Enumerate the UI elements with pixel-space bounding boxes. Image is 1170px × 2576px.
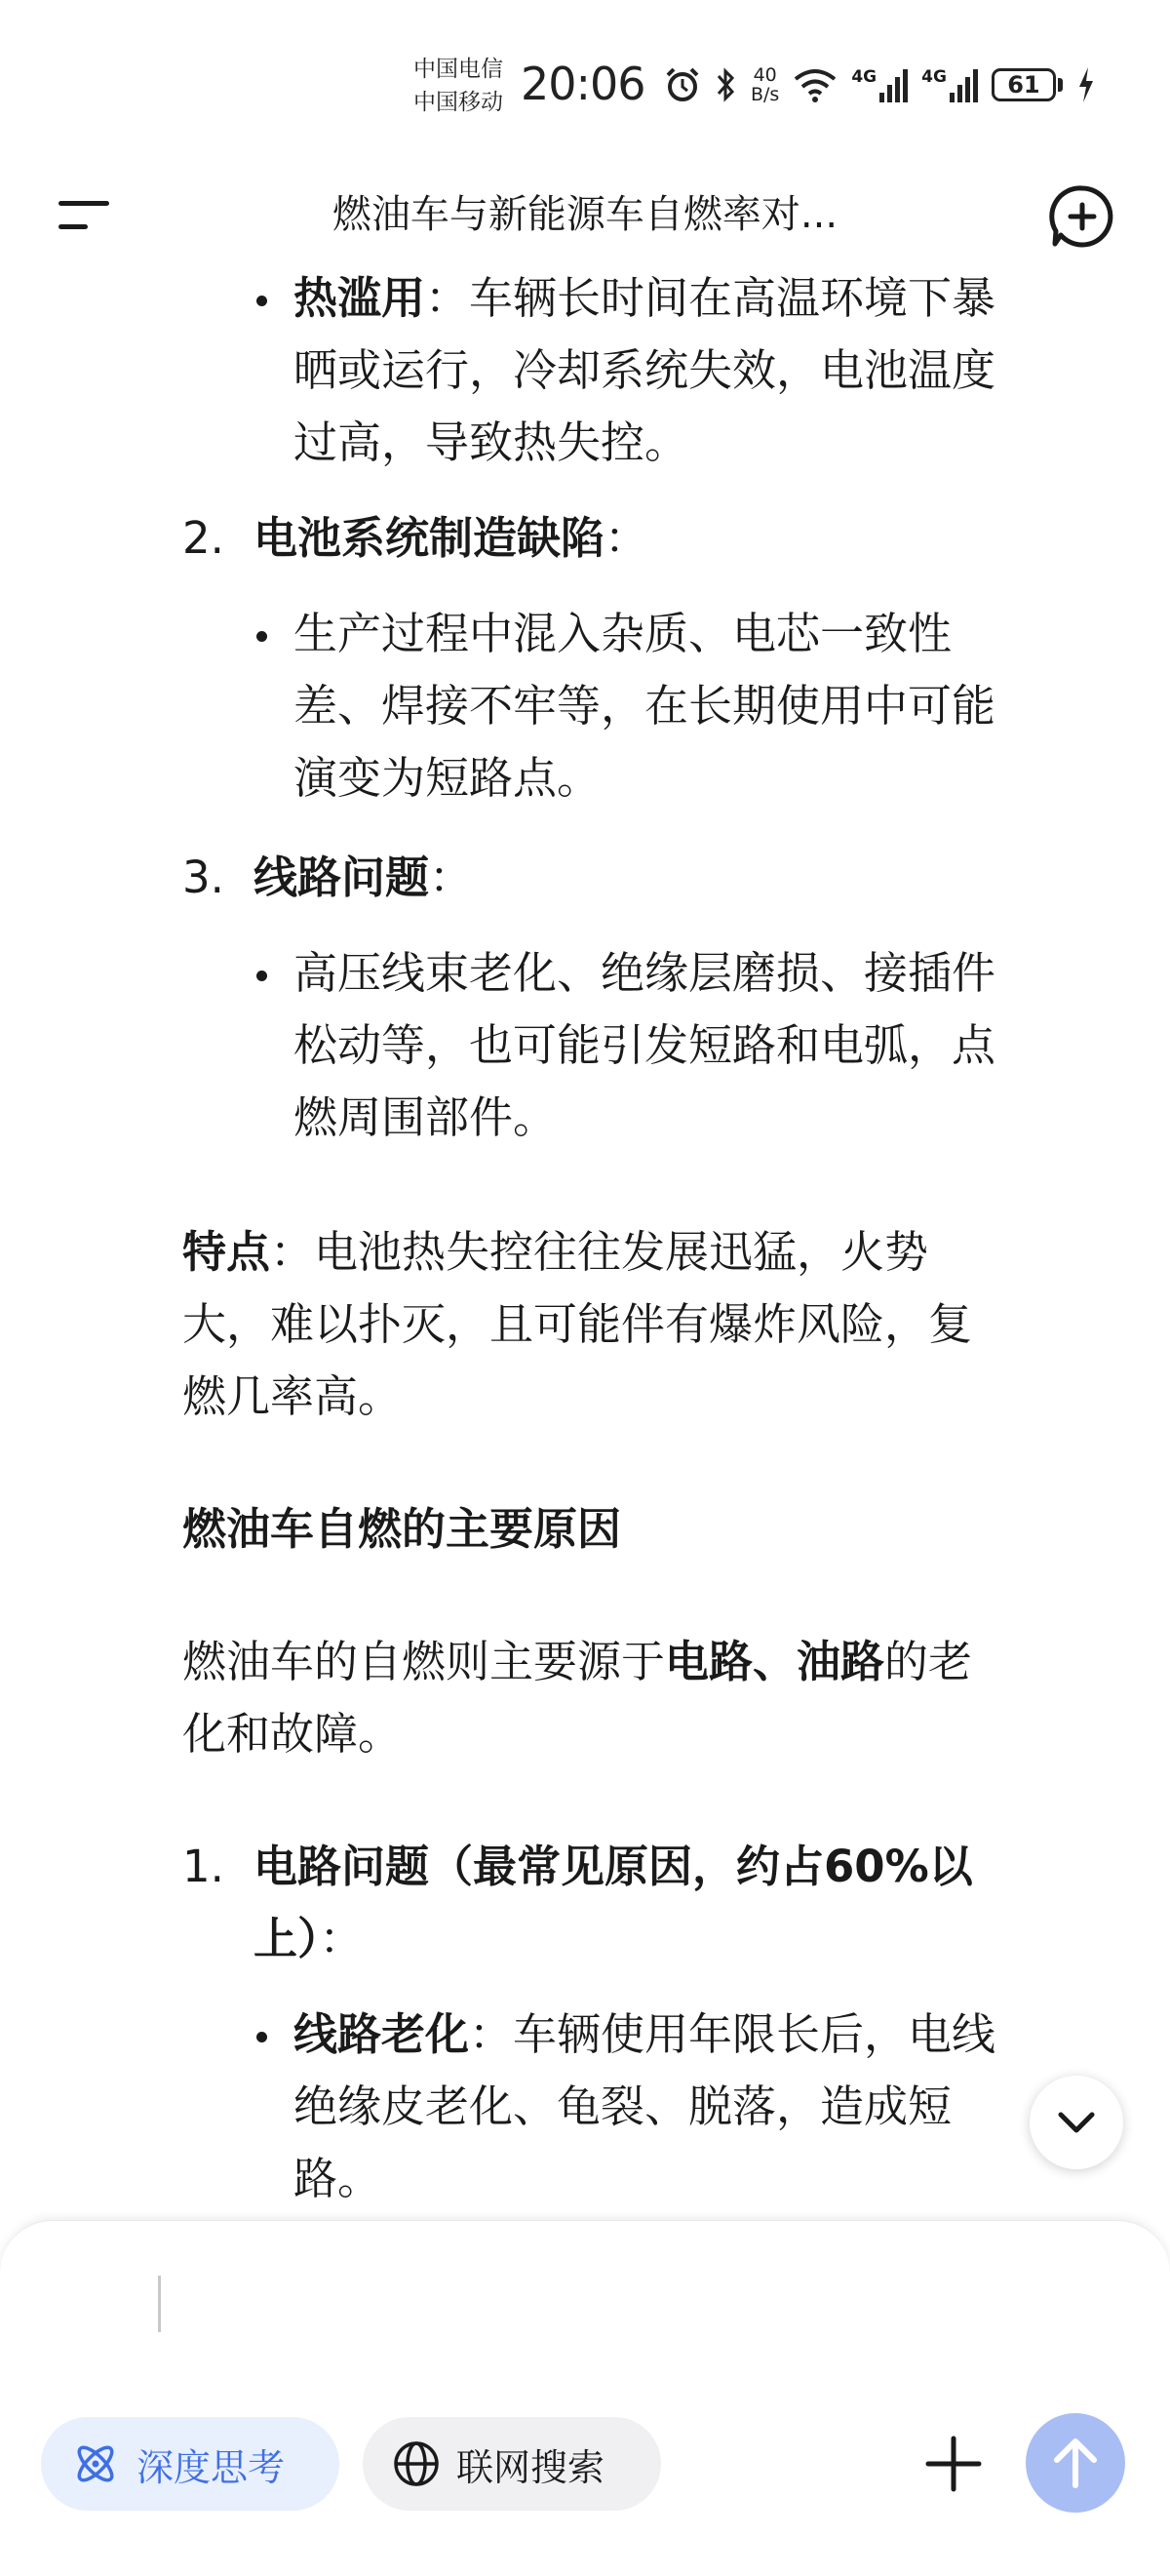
- chevron-down-icon: [1057, 2110, 1096, 2135]
- list-item-title: 电路问题（最常见原因，约占60%以: [254, 1841, 973, 1892]
- bold-term: 电路、油路: [665, 1636, 885, 1687]
- paragraph-line: 路。: [293, 2153, 382, 2204]
- menu-icon[interactable]: [55, 191, 113, 240]
- arrow-up-icon: [1051, 2437, 1100, 2489]
- globe-icon: [392, 2439, 441, 2488]
- alarm-icon: [663, 65, 702, 104]
- plus-icon[interactable]: [924, 2435, 983, 2493]
- paragraph-line: 大，难以扑灭，且可能伴有爆炸风险，复: [182, 1298, 973, 1350]
- paragraph-line: 燃周围部件。: [293, 1091, 558, 1143]
- text-caret: [158, 2276, 161, 2332]
- status-icons: [663, 60, 1096, 109]
- battery-indicator: [992, 68, 1063, 101]
- bold-term: 上）: [254, 1913, 320, 1964]
- list-item: [293, 262, 995, 335]
- bold-term: 线路问题: [254, 852, 430, 903]
- list-number: 3.: [182, 852, 224, 903]
- bullet-dot: [256, 631, 267, 642]
- battery-level: 61: [992, 68, 1056, 101]
- list-item-title: [254, 842, 473, 914]
- text: 燃油车的自燃则主要源于: [182, 1636, 666, 1687]
- message-composer: [0, 2220, 1170, 2576]
- status-bar: [0, 0, 1170, 166]
- text: 的老: [884, 1636, 973, 1687]
- paragraph-line: 松动等，也可能引发短路和电弧，点: [293, 1019, 996, 1071]
- net-speed-unit: B/s: [751, 84, 780, 105]
- bullet-dot: [256, 971, 267, 981]
- list-number: 2.: [182, 512, 224, 564]
- signal-2-label: 4G: [921, 67, 947, 87]
- list-item-title: [254, 1903, 364, 1975]
- paragraph-line: 高压线束老化、绝缘层磨损、接插件: [293, 947, 996, 999]
- bold-term: 电池系统制造缺陷: [254, 512, 605, 564]
- paragraph-line: 过高，导致热失控。: [293, 416, 689, 468]
- text: ：电池热失控往往发展迅猛，火势: [270, 1226, 929, 1278]
- cell-signal-1: [851, 67, 908, 102]
- status-time: 20:06: [521, 58, 645, 110]
- scroll-to-bottom-button[interactable]: [1030, 2076, 1123, 2169]
- paragraph-line: 差、焊接不牢等，在长期使用中可能: [293, 680, 996, 732]
- paragraph-line: 生产过程中混入杂质、电芯一致性: [293, 608, 953, 659]
- cell-signal-2: [921, 67, 978, 102]
- deep-think-label: 深度思考: [136, 2445, 286, 2489]
- list-number: 1.: [182, 1841, 224, 1892]
- bullet-dot: [256, 296, 267, 306]
- wifi-icon: [793, 66, 838, 103]
- chat-message-content: [0, 254, 1170, 2224]
- list-item: [293, 1999, 995, 2071]
- web-search-toggle[interactable]: [363, 2417, 661, 2511]
- text: ：: [604, 512, 649, 564]
- signal-1-label: 4G: [851, 67, 878, 87]
- carrier-labels: [413, 53, 521, 119]
- conversation-title[interactable]: 燃油车与新能源车自燃率对...: [332, 192, 838, 237]
- text: ：车辆长时间在高温环境下暴: [425, 272, 996, 324]
- list-item-title: [254, 502, 648, 575]
- message-input[interactable]: [58, 2260, 936, 2348]
- paragraph-line: [182, 1626, 972, 1698]
- paragraph-line: 晒或运行，冷却系统失效，电池温度: [293, 344, 996, 396]
- text: ：车辆使用年限长后，电线: [469, 2008, 996, 2060]
- text: ：: [429, 852, 474, 903]
- signal-bars-icon: [878, 67, 908, 102]
- paragraph-line: 燃几率高。: [182, 1370, 403, 1422]
- web-search-label: 联网搜索: [456, 2445, 605, 2489]
- deep-think-toggle[interactable]: [41, 2417, 339, 2511]
- bold-term: 特点: [182, 1226, 271, 1278]
- battery-tip: [1058, 78, 1063, 92]
- charging-icon: [1076, 65, 1096, 104]
- signal-bars-icon: [949, 67, 978, 102]
- chat-header: [0, 166, 1170, 263]
- carrier-1: 中国电信: [413, 57, 503, 82]
- bullet-dot: [256, 2032, 267, 2042]
- paragraph-line: 演变为短路点。: [293, 752, 602, 804]
- paragraph-line: [182, 1216, 928, 1288]
- section-heading: 燃油车自燃的主要原因: [182, 1503, 622, 1555]
- net-speed: [751, 65, 779, 104]
- bold-term: 热滥用: [293, 272, 426, 324]
- paragraph-line: 化和故障。: [182, 1708, 403, 1760]
- bold-term: 线路老化: [293, 2008, 470, 2060]
- new-chat-icon[interactable]: [1049, 183, 1115, 250]
- net-speed-value: 40: [753, 64, 777, 86]
- atom-icon: [70, 2438, 121, 2489]
- text: ：: [319, 1913, 364, 1964]
- bluetooth-icon: [716, 65, 737, 104]
- paragraph-line: 绝缘皮老化、龟裂、脱落，造成短: [293, 2081, 953, 2132]
- carrier-2: 中国移动: [413, 90, 503, 115]
- send-button[interactable]: [1026, 2413, 1125, 2513]
